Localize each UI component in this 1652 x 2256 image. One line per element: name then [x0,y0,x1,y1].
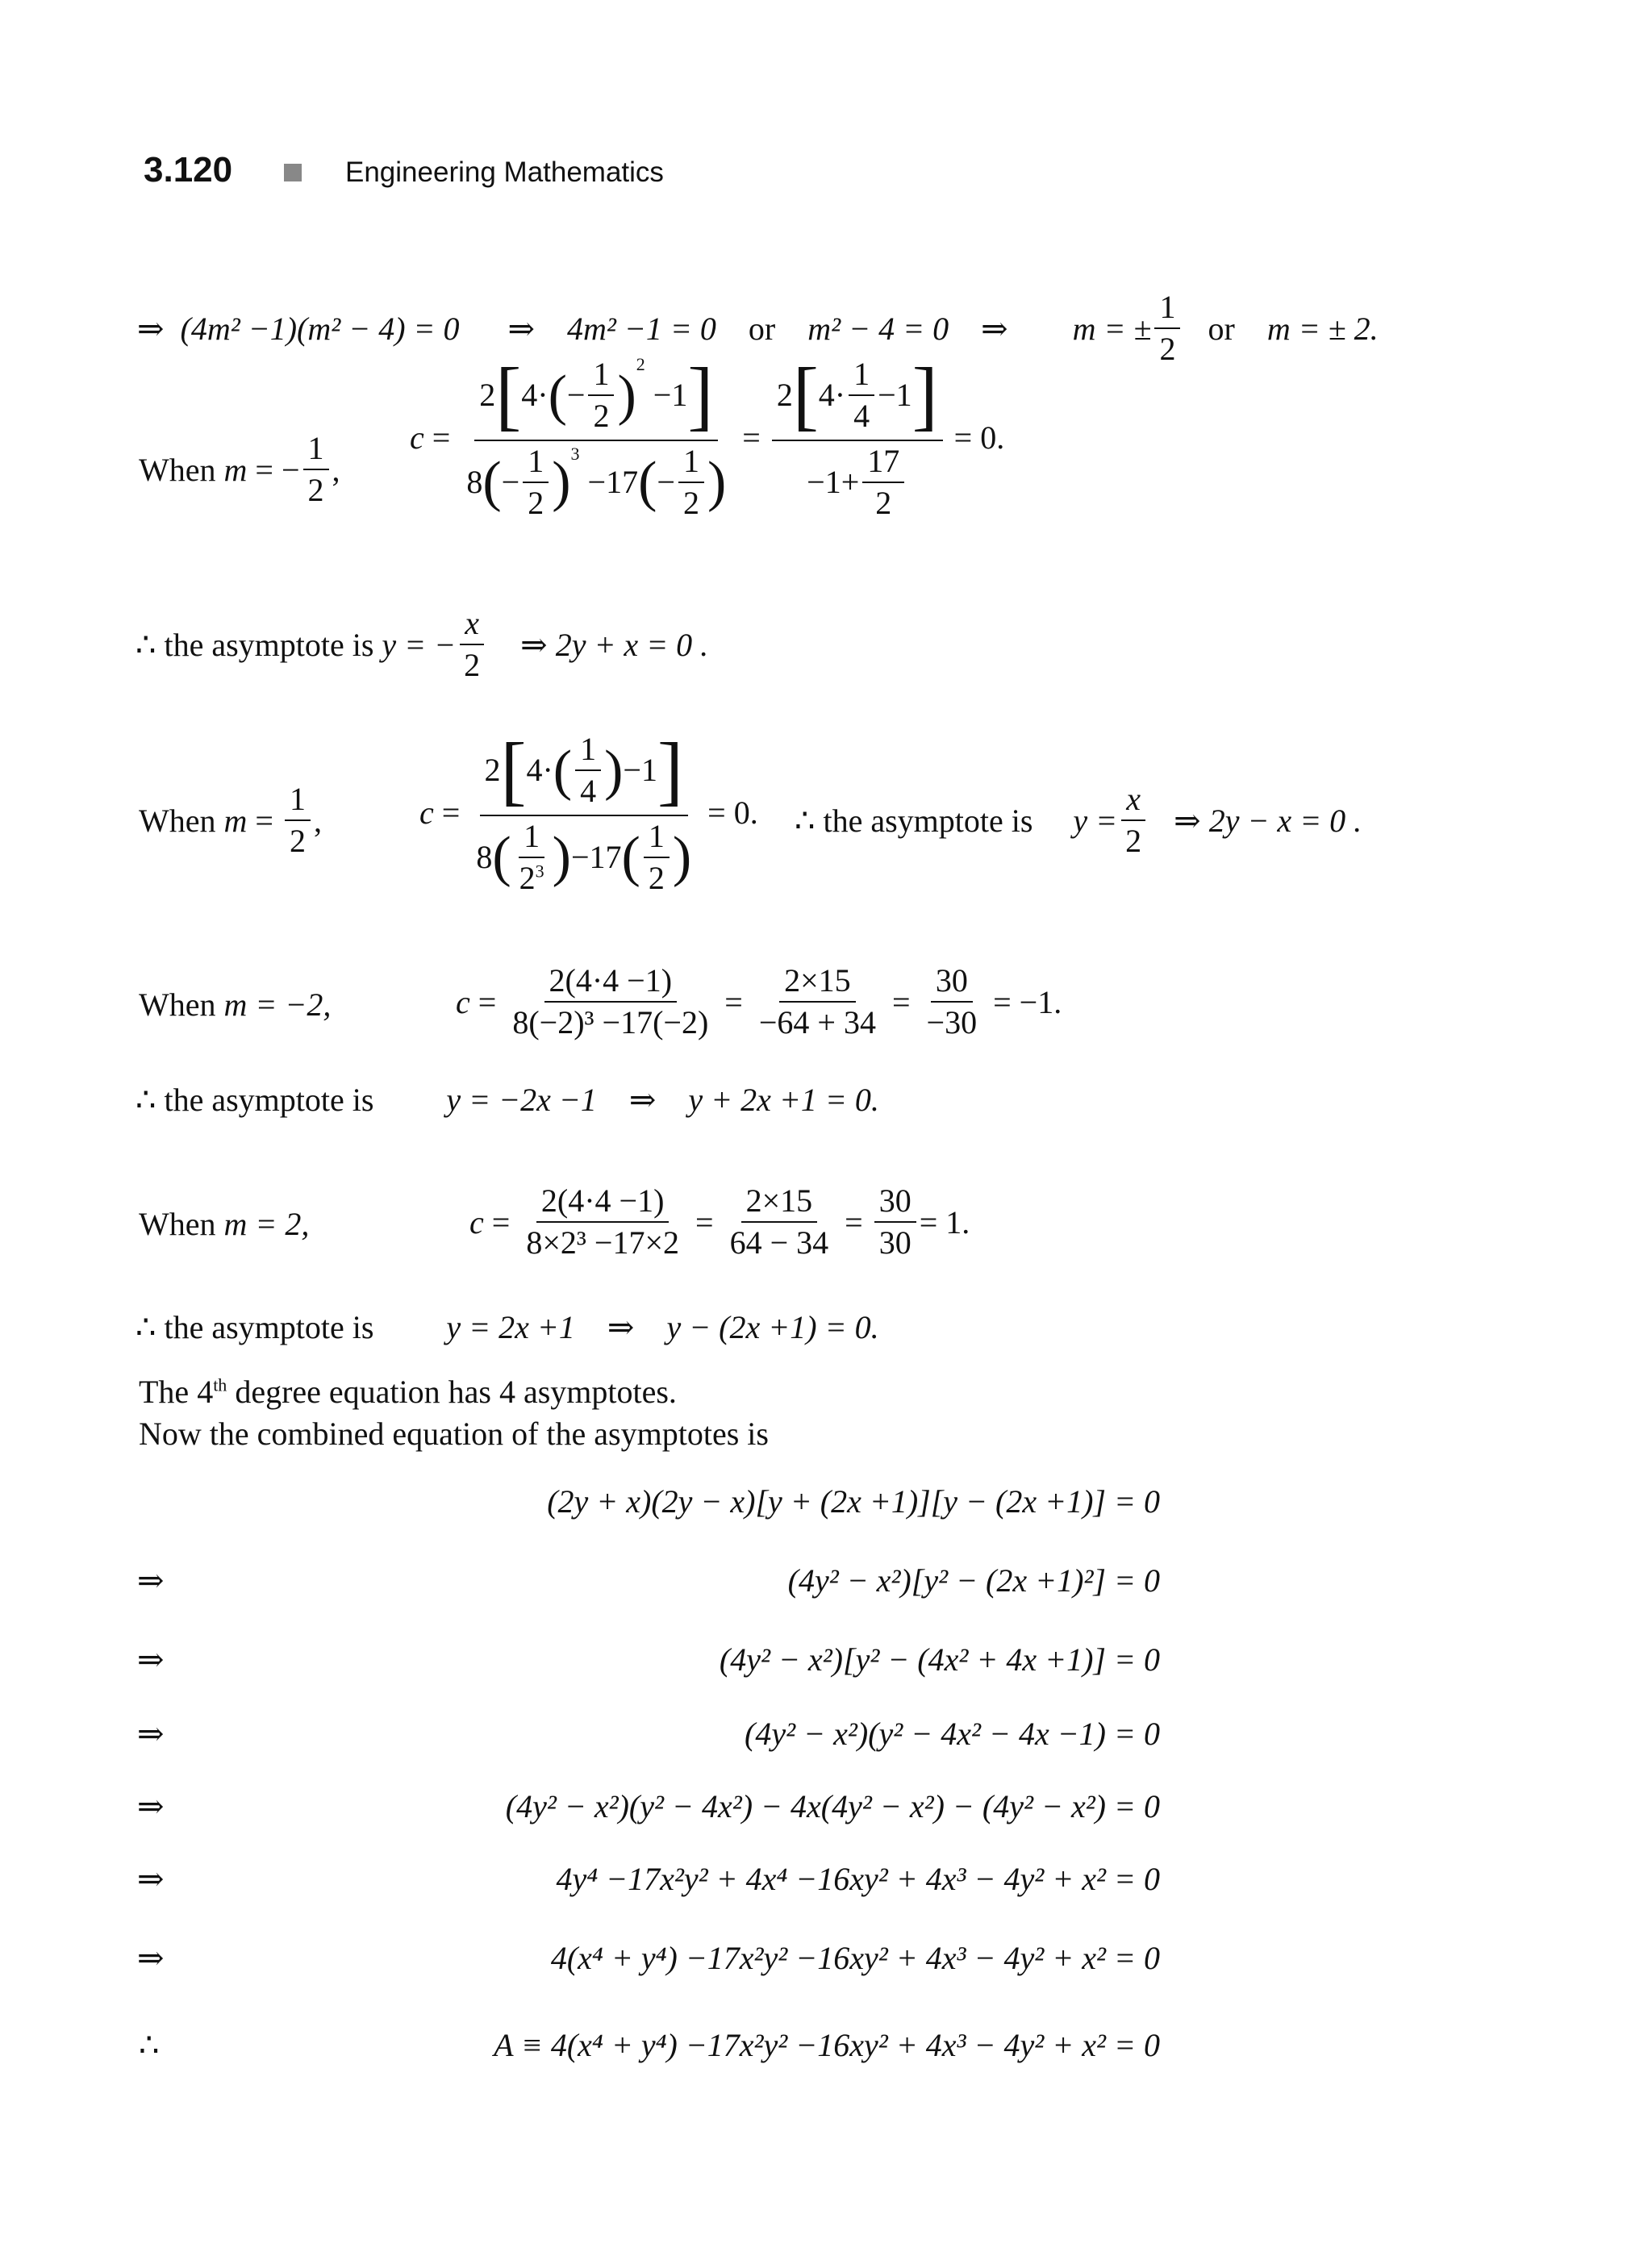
para1-sup: th [213,1374,227,1395]
c3-denominator-3: −30 [926,1004,978,1040]
c3-numerator-1: 2(4·4 −1) [544,964,678,1003]
asymptote-label: ∴ the asymptote is [136,1309,374,1345]
when-label: When [139,451,216,488]
implies-symbol: ⇒ [628,1082,657,1118]
implies-symbol: ⇒ [137,1861,165,1897]
implies-symbol: ⇒ [137,1562,165,1599]
combined-eq-6: 4(x⁴ + y⁴) −17x²y² −16xy² + 4x³ − 4y² + x² = 0 [550,1940,1160,1976]
eq-second-factor: m² − 4 = 0 [807,310,949,347]
asymptote-3 [136,1081,879,1119]
when-label: When [139,1206,216,1242]
combined-eq-3: (4y² − x²)(y² − 4x² − 4x −1) = 0 [745,1716,1160,1752]
c-value-neg-two: c = $\frac{2(4\cdot 4 -1)}{\text{8(−2)³ −17(−2)}}$ = $\frac{2\times 15}{-64 + 34}$ = $\frac{30}{-30}$ = −1. [456,962,1062,1040]
eq-m-plusminus-two: m = ± 2. [1266,310,1379,347]
header-title: Engineering Mathematics [345,156,664,188]
header-square-icon [284,164,302,181]
c3-denominator-1: 8(−2)³ −17(−2) [512,1004,709,1040]
c4-numerator-1: 2(4·4 −1) [536,1184,670,1223]
asymptote-2-eq: y = [1073,802,1118,839]
asymptote-3-eq: y = −2x −1 [446,1082,597,1118]
asymptote-4-eq: y = 2x +1 [446,1309,575,1345]
c4-numerator-2: 2×15 [741,1184,818,1223]
paragraph-combined: Now the combined equation of the asymptotes is [139,1416,769,1452]
combined-eq-2: (4y² − x²)[y² − (4x² + 4x +1)] = 0 [719,1641,1160,1678]
c-value-two: c = $\frac{2(4\cdot 4 -1)}{\text{8×2³ −17×2}}$ = $\frac{2\times 15}{64 - 34}$ = $\frac{30}{30}$ = 1. [469,1182,970,1261]
implies-symbol: ⇒ [137,1641,165,1678]
asymptote-4 [136,1308,879,1346]
asymptote-1: ∴ the asymptote is y = − $\frac{x}{2}$ ⇒ 2y + x = 0 . [136,605,709,683]
implies-symbol: ⇒ [137,1940,165,1976]
c-value-neg-half: c = 2 [ 4· ( − $\frac{1}{2}$ ) $^2$ −1 ] 8 ( − $\frac{1}{2}$ ) $^3$ −17 ( − $\frac{1}{2}$ ) = 2 [ 4· $\frac{1}{4}$ −1 ] −1+ $\frac{17}{2}$ = 0. [410,352,1005,521]
c-value-half: c = 2 [ 4· ( $\frac{1}{4}$ ) −1 ] 8 ( $\frac{1}{2^3}$ ) −17 ( $\frac{1}{2}$ ) = 0. [419,727,758,896]
case-m-neg-two [139,986,331,1024]
m-value: m = 2, [223,1206,310,1242]
combined-eq-4: (4y² − x²)(y² − 4x²) − 4x(4y² − x²) − (4y² − x²) = 0 [505,1788,1160,1824]
combined-eq-5: 4y⁴ −17x²y² + 4x⁴ −16xy² + 4x³ − 4y² + x² = 0 [556,1861,1160,1897]
or-word: or [748,310,776,347]
implies-symbol: ⇒ [507,310,536,347]
case-m-neg-half: When m = − $\frac{1}{2}$ , [139,430,340,508]
c3-numerator-2: 2×15 [779,964,856,1003]
c4-numerator-3: 30 [874,1184,916,1223]
page-number: 3.120 [144,150,233,190]
c-fraction-neg-half-simplified: 2 [ 4· $\frac{1}{4}$ −1 ] −1+ $\frac{17}{2}$ [772,355,943,520]
eq-first-factor: 4m² −1 = 0 [567,310,716,347]
m-value: m = −2, [223,986,332,1023]
c4-denominator-3: 30 [878,1224,912,1261]
c3-result: = −1. [993,983,1062,1020]
fraction-one-half: $\frac{1}{2}$ [1154,290,1180,366]
case-m-half: When m = $\frac{1}{2}$ , [139,781,322,859]
implies-symbol: ⇒ [137,310,165,347]
c4-denominator-2: 64 − 34 [729,1224,829,1261]
combined-eq-0: (2y + x)(2y − x)[y + (2x +1)][y − (2x +1)] = 0 [547,1483,1160,1520]
c-fraction-half: 2 [ 4· ( $\frac{1}{4}$ ) −1 ] 8 ( $\frac{1}{2^3}$ ) −17 ( $\frac{1}{2}$ ) [476,727,692,896]
para1-rest: degree equation has 4 asymptotes. [227,1374,677,1410]
when-label: When [139,802,216,839]
combined-eq-final: A ≡ 4(x⁴ + y⁴) −17x²y² −16xy² + 4x³ − 4y² + x² = 0 [494,2027,1160,2063]
implies-symbol: ⇒ [981,310,1008,347]
c3-numerator-3: 30 [931,964,973,1003]
c4-result: = 1. [919,1203,970,1241]
implies-symbol: ⇒ [137,1716,165,1752]
asymptote-1-result: ⇒ 2y + x = 0 . [520,626,709,663]
asymptote-1-eq: y = − [382,626,457,663]
c4-denominator-1: 8×2³ −17×2 [526,1224,679,1261]
c-fraction-neg-half: 2 [ 4· ( − $\frac{1}{2}$ ) $^2$ −1 ] 8 ( − $\frac{1}{2}$ ) $^3$ −17 ( − $\frac{1}{2}$ ) [466,352,727,521]
when-label: When [139,986,216,1023]
asymptote-2: ∴ the asymptote is y = $\frac{x}{2}$ ⇒ 2y − x = 0 . [795,781,1362,859]
asymptote-4-result: y − (2x +1) = 0. [666,1309,879,1345]
asymptote-2-result: ⇒ 2y − x = 0 . [1174,802,1362,839]
c3-denominator-2: −64 + 34 [758,1004,876,1040]
or-word: or [1208,310,1235,347]
para1-start: The 4 [139,1374,214,1410]
implies-symbol: ⇒ [137,1788,165,1824]
combined-eq-1: (4y² − x²)[y² − (2x +1)²] = 0 [787,1562,1160,1599]
implies-symbol: ⇒ [607,1309,635,1345]
eq-m-plusminus: m = ± [1072,310,1152,347]
asymptote-label: ∴ the asymptote is [136,626,374,663]
therefore-symbol: ∴ [139,2027,160,2063]
asymptote-label: ∴ the asymptote is [795,802,1033,839]
asymptote-3-result: y + 2x +1 = 0. [688,1082,879,1118]
case-m-two [139,1205,309,1243]
paragraph-degree [139,1373,677,1411]
eq-factorized: (4m² −1)(m² − 4) = 0 [180,310,460,347]
asymptote-label: ∴ the asymptote is [136,1082,374,1118]
